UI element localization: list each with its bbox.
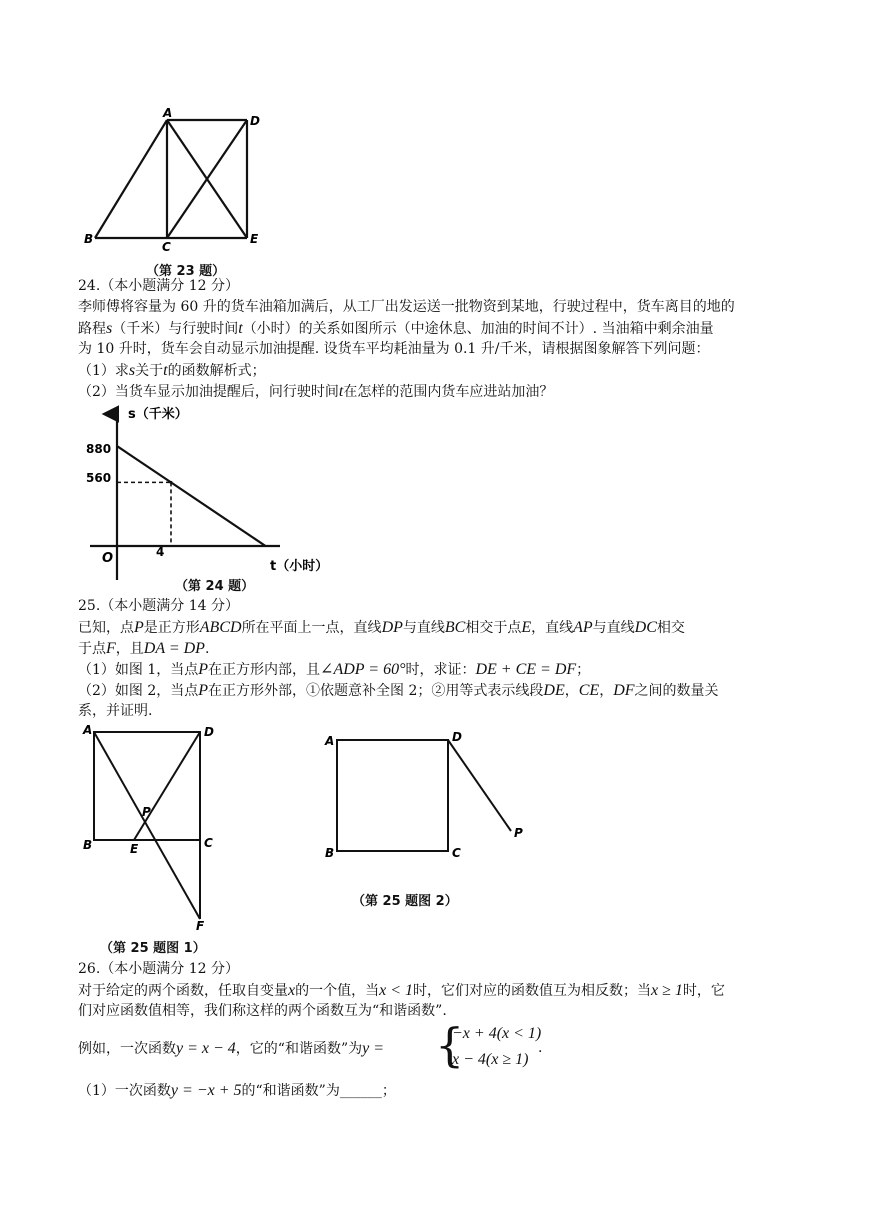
fig25-2-label-D: D	[452, 730, 462, 744]
fig25-1-caption: （第 25 题图 1）	[100, 941, 206, 956]
tick-560: 560	[86, 471, 112, 485]
graph-line	[117, 446, 266, 546]
fig23-label-C: C	[162, 240, 171, 254]
fig23-label-E: E	[250, 232, 259, 246]
q26-sub1: （1）一次函数y = −x + 5的“和谐函数”为______；	[78, 1082, 396, 1099]
q26-heading: 26.（本小题满分 12 分）	[78, 961, 239, 977]
figure-25-1	[78, 722, 238, 937]
figure-24	[80, 400, 360, 600]
fig25-2-label-A: A	[325, 734, 335, 748]
q26-line2: 们对应函数值相等，我们称这样的两个函数互为“和谐函数”.	[78, 1003, 447, 1019]
fig25-1-label-A: A	[83, 723, 93, 737]
q24-line1: 李师傅将容量为 60 升的货车油箱加满后，从工厂出发运送一批物资到某地，行驶过程中，货车离目的地的	[78, 299, 735, 315]
piecewise-case-2: x − 4(x ≥ 1)	[452, 1051, 529, 1068]
q26-example-end: .	[538, 1040, 543, 1056]
fig25-1-label-P: P	[142, 805, 151, 819]
fig25-2-label-B: B	[325, 846, 335, 860]
origin-label: O	[102, 551, 114, 566]
fig25-1-label-E: E	[130, 842, 139, 856]
fig25-1-label-D: D	[204, 725, 214, 739]
piecewise-case-1: −x + 4(x < 1)	[452, 1025, 542, 1042]
q24-sub1: （1）求s关于t的函数解析式；	[78, 362, 266, 379]
fig23-label-B: B	[84, 232, 94, 246]
tick-880: 880	[86, 442, 112, 456]
figure-23	[80, 105, 280, 285]
fig25-1-label-F: F	[196, 919, 205, 933]
figure-23-diagram	[80, 105, 280, 285]
q24-line2: 路程s（千米）与行驶时间t（小时）的关系如图所示（中途休息、加油的时间不计）. 当油箱中剩余油量	[78, 320, 714, 337]
fig23-label-A: A	[163, 106, 173, 120]
fig25-1-label-C: C	[204, 836, 213, 850]
figure-24-graph	[80, 400, 360, 600]
q26-example: 例如，一次函数y = x − 4，它的“和谐函数”为y =	[78, 1040, 385, 1057]
figure-25-1-diagram	[78, 722, 238, 937]
q25-line2: 于点F，且DA = DP.	[78, 640, 210, 657]
q25-sub1: （1）如图 1，当点P在正方形内部，且∠ADP = 60°时，求证：DE + CE = DF；	[78, 661, 591, 678]
q25-heading: 25.（本小题满分 14 分）	[78, 598, 239, 614]
fig23-caption: （第 23 题）	[146, 264, 226, 279]
fig23-label-D: D	[250, 114, 260, 128]
figure-25-2	[318, 725, 538, 865]
figure-25-2-diagram	[318, 725, 538, 865]
piecewise-brace: {	[435, 1018, 465, 1072]
q26-line1: 对于给定的两个函数，任取自变量x的一个值，当x < 1时，它们对应的函数值互为相反数；当x ≥ 1时，它	[78, 982, 725, 999]
q24-heading: 24.（本小题满分 12 分）	[78, 278, 239, 294]
fig25-2-label-C: C	[452, 846, 461, 860]
point-4-560	[170, 481, 173, 484]
q25-sub2-cont: 系，并证明.	[78, 703, 153, 719]
x-axis-label: t（小时）	[270, 559, 329, 574]
fig25-2-label-P: P	[514, 826, 523, 840]
q24-line3: 为 10 升时，货车会自动显示加油提醒. 设货车平均耗油量为 0.1 升/千米，请根据图象解答下列问题：	[78, 341, 710, 357]
fig25-1-label-B: B	[83, 838, 93, 852]
q25-line1: 已知，点P是正方形ABCD所在平面上一点，直线DP与直线BC相交于点E，直线AP与直线DC相交	[78, 619, 685, 636]
fig25-2-caption: （第 25 题图 2）	[352, 894, 458, 909]
tick-4: 4	[156, 545, 165, 559]
q24-sub2: （2）当货车显示加油提醒后，问行驶时间t在怎样的范围内货车应进站加油？	[78, 383, 554, 400]
fig24-caption: （第 24 题）	[175, 579, 255, 594]
q25-sub2: （2）如图 2，当点P在正方形外部，①依题意补全图 2；②用等式表示线段DE，CE，DF之间的数量关	[78, 682, 719, 699]
y-axis-label: s（千米）	[128, 407, 188, 422]
